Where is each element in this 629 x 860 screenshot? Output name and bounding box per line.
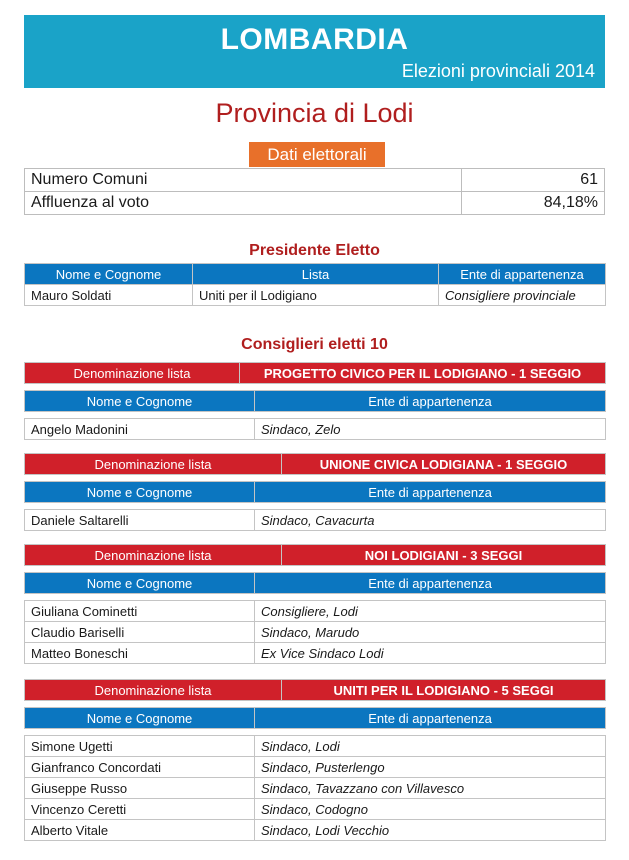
member-row xyxy=(25,622,606,643)
member-name: Giuliana Cominetti xyxy=(25,601,255,622)
list-table xyxy=(24,679,606,841)
president-ente: Consigliere provinciale xyxy=(439,285,606,306)
member-name: Alberto Vitale xyxy=(25,820,255,841)
president-row xyxy=(25,285,606,306)
member-ente: Sindaco, Cavacurta xyxy=(255,510,606,531)
member-name: Daniele Saltarelli xyxy=(25,510,255,531)
stats-label: Affluenza al voto xyxy=(25,192,462,215)
member-name: Gianfranco Concordati xyxy=(25,757,255,778)
stats-label: Numero Comuni xyxy=(25,169,462,192)
list-table xyxy=(24,453,606,531)
member-row xyxy=(25,757,606,778)
councillors-section-title: Consiglieri eletti 10 xyxy=(241,336,388,353)
list-header-row xyxy=(25,545,606,566)
region-title: LOMBARDIA xyxy=(220,23,409,56)
member-header-row xyxy=(25,482,606,503)
member-ente: Sindaco, Marudo xyxy=(255,622,606,643)
member-ente: Sindaco, Lodi xyxy=(255,736,606,757)
president-header-row xyxy=(25,264,606,285)
nome-header: Nome e Cognome xyxy=(25,573,255,594)
member-ente: Ex Vice Sindaco Lodi xyxy=(255,643,606,664)
denominazione-label: Denominazione lista xyxy=(25,454,282,475)
member-name: Vincenzo Ceretti xyxy=(25,799,255,820)
list-table xyxy=(24,544,606,664)
column-header: Lista xyxy=(193,264,439,285)
stats-table xyxy=(24,168,605,215)
member-row xyxy=(25,820,606,841)
president-name: Mauro Soldati xyxy=(25,285,193,306)
ente-header: Ente di appartenenza xyxy=(255,573,606,594)
president-table xyxy=(24,263,606,306)
president-section-title: Presidente Eletto xyxy=(249,242,380,259)
list-name: UNIONE CIVICA LODIGIANA - 1 SEGGIO xyxy=(282,454,606,475)
list-name: NOI LODIGIANI - 3 SEGGI xyxy=(282,545,606,566)
denominazione-label: Denominazione lista xyxy=(25,680,282,701)
stats-row xyxy=(25,192,605,215)
president-list: Uniti per il Lodigiano xyxy=(193,285,439,306)
member-name: Giuseppe Russo xyxy=(25,778,255,799)
nome-header: Nome e Cognome xyxy=(25,391,255,412)
nome-header: Nome e Cognome xyxy=(25,482,255,503)
member-header-row xyxy=(25,391,606,412)
member-row xyxy=(25,419,606,440)
member-row xyxy=(25,799,606,820)
list-name: UNITI PER IL LODIGIANO - 5 SEGGI xyxy=(282,680,606,701)
stats-value: 61 xyxy=(462,169,605,192)
member-name: Simone Ugetti xyxy=(25,736,255,757)
denominazione-label: Denominazione lista xyxy=(25,545,282,566)
member-row xyxy=(25,601,606,622)
ente-header: Ente di appartenenza xyxy=(255,391,606,412)
list-header-row xyxy=(25,454,606,475)
member-name: Matteo Boneschi xyxy=(25,643,255,664)
member-header-row xyxy=(25,708,606,729)
member-row xyxy=(25,510,606,531)
election-subtitle: Elezioni provinciali 2014 xyxy=(401,61,595,81)
list-name: PROGETTO CIVICO PER IL LODIGIANO - 1 SEGGIO xyxy=(240,363,606,384)
stats-value: 84,18% xyxy=(462,192,605,215)
member-ente: Consigliere, Lodi xyxy=(255,601,606,622)
list-header-row xyxy=(25,680,606,701)
denominazione-label: Denominazione lista xyxy=(25,363,240,384)
list-table xyxy=(24,362,606,440)
member-ente: Sindaco, Codogno xyxy=(255,799,606,820)
ente-header: Ente di appartenenza xyxy=(255,482,606,503)
member-name: Claudio Bariselli xyxy=(25,622,255,643)
ente-header: Ente di appartenenza xyxy=(255,708,606,729)
nome-header: Nome e Cognome xyxy=(25,708,255,729)
member-ente: Sindaco, Tavazzano con Villavesco xyxy=(255,778,606,799)
member-ente: Sindaco, Zelo xyxy=(255,419,606,440)
member-ente: Sindaco, Lodi Vecchio xyxy=(255,820,606,841)
dati-elettorali-badge: Dati elettorali xyxy=(249,142,385,167)
header-banner xyxy=(24,15,605,88)
province-title: Provincia di Lodi xyxy=(215,98,414,128)
member-header-row xyxy=(25,573,606,594)
member-ente: Sindaco, Pusterlengo xyxy=(255,757,606,778)
column-header: Ente di appartenenza xyxy=(439,264,606,285)
stats-row xyxy=(25,169,605,192)
member-row xyxy=(25,643,606,664)
column-header: Nome e Cognome xyxy=(25,264,193,285)
list-header-row xyxy=(25,363,606,384)
member-row xyxy=(25,736,606,757)
member-name: Angelo Madonini xyxy=(25,419,255,440)
member-row xyxy=(25,778,606,799)
